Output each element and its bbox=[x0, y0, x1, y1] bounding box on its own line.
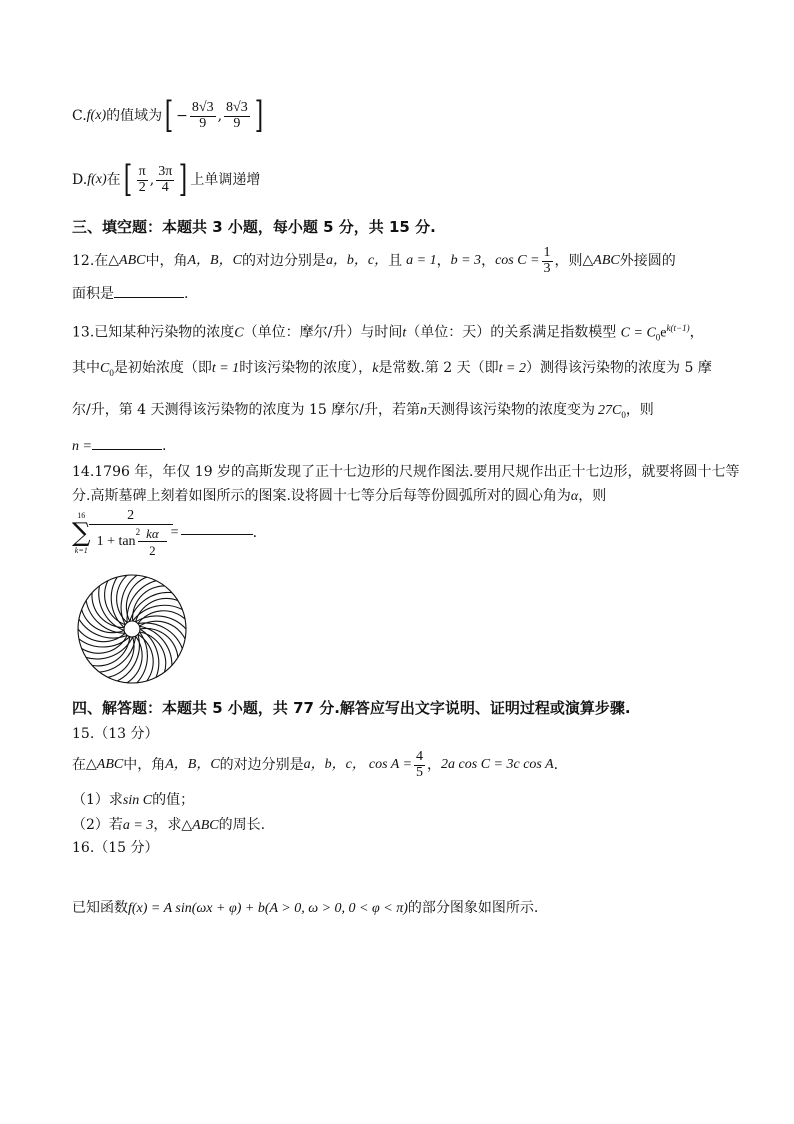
q14-line1 bbox=[72, 462, 740, 482]
q13-var: C bbox=[100, 361, 110, 376]
q13-text: 是初始浓度（即 bbox=[113, 360, 212, 376]
q15-text: 在 bbox=[72, 757, 86, 774]
fraction-d2-num: 3π bbox=[158, 163, 173, 179]
option-c bbox=[72, 95, 266, 136]
section3-heading: 三、填空题：本题共 3 小题，每小题 5 分，共 15 分. bbox=[72, 218, 436, 236]
q14-inner-den: 2 bbox=[149, 542, 156, 558]
q12-triangle: △ABC bbox=[108, 253, 146, 269]
section4-heading: 四、解答题：本题共 5 小题，共 77 分.解答应写出文字说明、证明过程或演算步骤. bbox=[72, 699, 631, 717]
q12-fraction bbox=[542, 246, 553, 276]
right-bracket: ] bbox=[254, 95, 263, 136]
q13-text: 尔/升，第 4 天测得该污染物的浓度为 15 摩尔/升，若第 bbox=[72, 402, 420, 418]
fraction-d2-den: 4 bbox=[161, 179, 169, 195]
q14-den-sup: 2 bbox=[135, 527, 141, 537]
option-d-text2: 上单调递增 bbox=[190, 172, 261, 188]
rosette-petal-arc bbox=[111, 577, 124, 627]
fraction-d2 bbox=[156, 165, 174, 195]
q12-text: 中，角 bbox=[145, 253, 188, 270]
q12-text: 12.在 bbox=[72, 253, 109, 270]
q13-var: k bbox=[372, 361, 379, 376]
q13-var: C bbox=[234, 325, 244, 341]
q12-vars: a，b，c， bbox=[325, 253, 389, 269]
q15-text: 的值； bbox=[152, 792, 195, 808]
q14-fraction-den bbox=[93, 525, 169, 557]
q13-sub: 0 bbox=[655, 332, 661, 343]
q14-equals: = bbox=[170, 524, 179, 540]
q14-text: 14.1796 年，年仅 19 岁的高斯发现了正十七边形的尺规作图法.要用尺规作出正十七边形，就要将圆十七等 bbox=[72, 464, 740, 480]
option-c-text: 的值域为 bbox=[106, 108, 163, 124]
q16-head: 16.（15 分） bbox=[72, 840, 159, 856]
q13-sub: 0 bbox=[621, 409, 626, 420]
minus-sign: − bbox=[176, 108, 188, 124]
q12-text: 且 bbox=[388, 253, 403, 270]
answer-blank[interactable] bbox=[181, 534, 253, 535]
q15-line1 bbox=[72, 750, 558, 780]
sigma-glyph: ∑ bbox=[72, 517, 91, 548]
q14-text: ，则 bbox=[578, 488, 607, 504]
q12-text: ，则 bbox=[554, 253, 583, 270]
q15-part2 bbox=[72, 815, 265, 836]
q13-text: 其中 bbox=[72, 360, 100, 376]
option-d bbox=[72, 159, 261, 200]
q13-model: C = C bbox=[620, 325, 656, 341]
q13-text: （单位：天）的关系满足指数模型 bbox=[406, 324, 617, 341]
comma: , bbox=[149, 172, 155, 188]
q13-text: 是常数.第 2 天（即 bbox=[378, 360, 499, 376]
sigma-lower: k=1 bbox=[74, 545, 88, 555]
q15-eq: 2a cos C = 3c cos A bbox=[441, 757, 554, 773]
q15-end: . bbox=[553, 757, 559, 774]
answer-blank[interactable] bbox=[92, 449, 162, 450]
fraction-d1-num: π bbox=[138, 163, 146, 179]
fraction-c1-den: 9 bbox=[199, 115, 207, 131]
q15-fraction bbox=[414, 750, 425, 780]
q12-sep: ， bbox=[436, 253, 451, 270]
fraction-d1-den: 2 bbox=[138, 179, 146, 195]
q14-fraction-num: 2 bbox=[89, 508, 173, 525]
q13-line2 bbox=[72, 358, 712, 383]
answer-blank[interactable] bbox=[114, 297, 184, 298]
q13-text: （单位：摩尔/升）与时间 bbox=[243, 324, 403, 341]
q12-fraction-num: 1 bbox=[543, 245, 551, 260]
q12-eq-b: b = 3 bbox=[450, 253, 482, 269]
q14-line2 bbox=[72, 486, 606, 507]
q15-fraction-num: 4 bbox=[416, 749, 424, 764]
q14-end: . bbox=[252, 524, 258, 541]
gauss-rosette-figure bbox=[75, 573, 189, 685]
q13-text: 时该污染物的浓度）， bbox=[239, 360, 373, 376]
q14-text: 分.高斯墓碑上刻着如图所示的图案.设将圆十七等分后每等份圆弧所对的圆心角为 bbox=[72, 488, 571, 504]
q15-text: 中，角 bbox=[123, 757, 166, 774]
q12-cos: cos C = bbox=[495, 253, 540, 269]
q15-vars: a，b，c， bbox=[303, 757, 366, 773]
q13-eq: t = 1 bbox=[211, 361, 240, 376]
q13-text: ）测得该污染物的浓度为 5 摩 bbox=[526, 360, 712, 376]
left-bracket: [ bbox=[123, 159, 132, 200]
option-c-label: C. bbox=[72, 108, 87, 124]
fraction-c2-num: 8√3 bbox=[226, 99, 248, 115]
q15-eq: a = 3 bbox=[122, 818, 154, 833]
q13-eq: n = bbox=[72, 439, 92, 454]
q14-fraction bbox=[93, 508, 169, 557]
q12-vars: A，B，C bbox=[187, 253, 242, 269]
q15-vars: A，B，C bbox=[165, 757, 220, 773]
q12-sep: ， bbox=[481, 253, 496, 270]
q15-text: （2）若 bbox=[72, 817, 123, 833]
q16-text: 的部分图象如图所示. bbox=[407, 900, 539, 916]
q15-triangle: △ABC bbox=[181, 818, 219, 833]
q13-line3 bbox=[72, 400, 654, 425]
rosette-petal-arc bbox=[126, 577, 146, 621]
q15-triangle: △ABC bbox=[86, 757, 124, 773]
q12-text: 外接圆的 bbox=[619, 253, 676, 270]
rosette-petal-arc bbox=[139, 621, 185, 639]
fraction-d1 bbox=[137, 165, 148, 195]
fraction-c1-num: 8√3 bbox=[191, 99, 214, 115]
q14-inner-num: kα bbox=[138, 527, 167, 542]
q13-text: 天测得该污染物的浓度变为 bbox=[426, 402, 595, 418]
q14-alpha: α bbox=[570, 489, 579, 504]
q14-den-text: 1 + tan bbox=[96, 534, 136, 550]
q15-text: ，求 bbox=[153, 817, 182, 833]
q14-sum-expression bbox=[72, 508, 257, 557]
q16-text: 已知函数 bbox=[72, 900, 128, 916]
q13-sub: 0 bbox=[109, 367, 114, 378]
left-bracket: [ bbox=[164, 95, 174, 136]
q13-eq: t = 2 bbox=[498, 361, 527, 376]
q12-eq-a: a = 1 bbox=[406, 253, 437, 269]
fraction-c2 bbox=[224, 101, 250, 131]
rosette-petal-arc bbox=[121, 575, 137, 625]
option-d-text1: 在 bbox=[106, 172, 121, 188]
q12-text: 的对边分别是 bbox=[241, 253, 326, 270]
q12-fraction-den: 3 bbox=[543, 260, 551, 276]
q12-triangle: △ABC bbox=[582, 253, 620, 269]
q15-text: 的周长. bbox=[218, 817, 266, 833]
q15-text: （1）求 bbox=[72, 792, 123, 808]
q12-end: . bbox=[184, 286, 189, 302]
q15-cos: cos A = bbox=[368, 757, 413, 773]
q13-text: 13.已知某种污染物的浓度 bbox=[72, 324, 235, 341]
q12-line2 bbox=[72, 284, 188, 304]
q12-line1 bbox=[72, 246, 676, 276]
q13-line1 bbox=[72, 318, 704, 347]
q13-exp: k(t−1) bbox=[666, 323, 690, 333]
q13-end: . bbox=[161, 438, 167, 454]
q15-fraction-den: 5 bbox=[416, 764, 424, 780]
right-bracket: ] bbox=[179, 159, 188, 200]
q13-var: n bbox=[419, 403, 427, 418]
q16-line1 bbox=[72, 898, 538, 919]
sigma-upper: 16 bbox=[77, 510, 86, 520]
q15-sin: sin C bbox=[122, 793, 153, 808]
q13-text: ，则 bbox=[625, 402, 654, 418]
option-c-fx: f(x) bbox=[86, 108, 107, 123]
q13-text: ， bbox=[689, 324, 704, 341]
q14-inner-fraction bbox=[142, 527, 163, 557]
q15-part1 bbox=[72, 790, 194, 811]
comma: , bbox=[217, 108, 223, 124]
q15-head: 15.（13 分） bbox=[72, 726, 159, 742]
fraction-c2-den: 9 bbox=[233, 115, 241, 131]
q13-line4 bbox=[72, 436, 166, 457]
rosette-petal-arc bbox=[138, 634, 153, 681]
option-d-fx: f(x) bbox=[87, 172, 107, 187]
q15-text: 的对边分别是 bbox=[219, 757, 304, 774]
q13-var: t bbox=[402, 325, 407, 341]
option-d-label: D. bbox=[72, 172, 88, 188]
q13-eq: 27C bbox=[597, 403, 622, 418]
q16-function: f(x) = A sin(ωx + φ) + b(A > 0, ω > 0, 0 < φ < π) bbox=[128, 901, 408, 916]
fraction-c1 bbox=[190, 101, 216, 131]
q12-text: 面积是 bbox=[72, 286, 114, 302]
q15-sep: ， bbox=[427, 757, 442, 774]
q13-e: e bbox=[660, 325, 667, 341]
rosette-outer-circle bbox=[78, 575, 186, 683]
